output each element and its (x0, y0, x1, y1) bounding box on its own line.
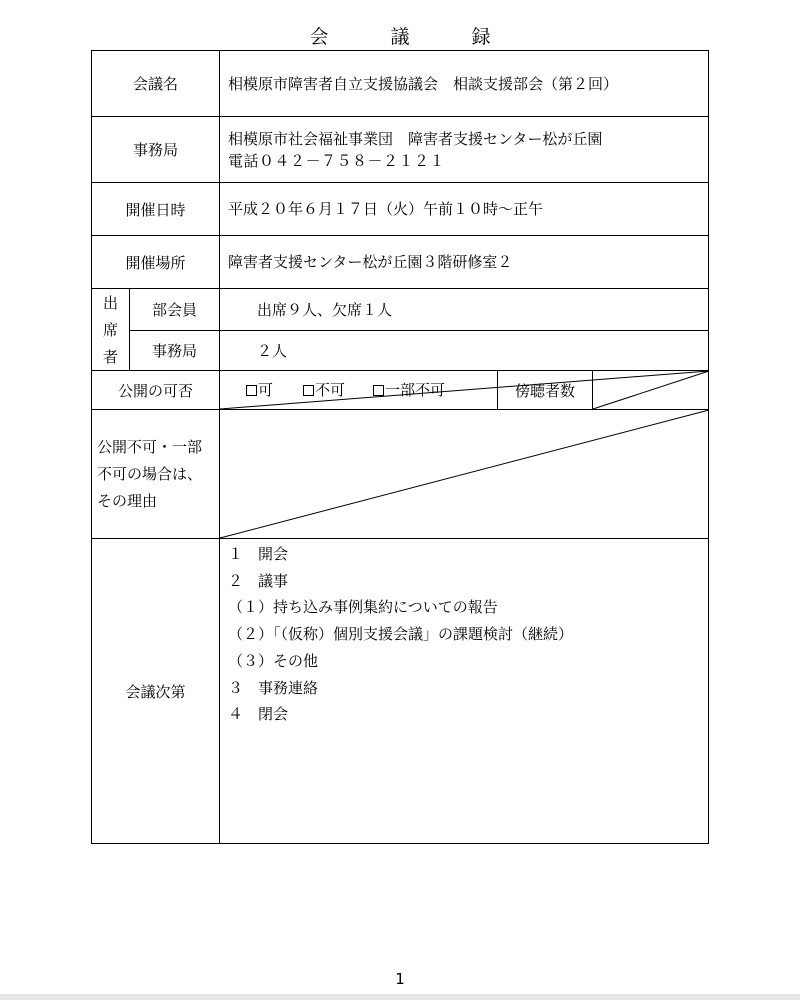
meeting-name-label: 会議名 (132, 75, 178, 93)
title-char: 録 (471, 26, 491, 48)
agenda-item: （２）「（仮称）個別支援会議」の課題検討（継続） (228, 625, 574, 644)
secretariat-phone: 電話０４２－７５８－２１２１ (228, 151, 446, 170)
checkbox-icon (373, 385, 384, 396)
option-label: 一部不可 (385, 381, 446, 399)
members-value: 出席９人、欠席１人 (257, 300, 393, 319)
checkbox-icon (246, 385, 257, 396)
venue-label: 開催場所 (125, 253, 186, 272)
disclosure-option-denied[interactable] (303, 379, 345, 401)
meeting-name-value: 相模原市障害者自立支援協議会 相談支援部会（第２回） (228, 74, 619, 93)
datetime-label: 開催日時 (125, 200, 186, 219)
option-label: 不可 (315, 381, 346, 399)
agenda-item: （３）その他 (228, 651, 319, 670)
disclosure-options (246, 371, 496, 409)
staff-label: 事務局 (151, 342, 197, 360)
agenda-item: ３ 事務連絡 (228, 678, 319, 697)
agenda-item: ２ 議事 (228, 571, 289, 590)
attendance-group-label (92, 289, 129, 370)
attendance-char: 席 (102, 321, 118, 339)
reason-label-line: 公開不可・一部 (97, 438, 203, 456)
agenda-list (228, 541, 573, 728)
agenda-item: ４ 閉会 (228, 705, 289, 724)
disclosure-option-allowed[interactable] (246, 379, 273, 401)
strike-line-observers (593, 371, 709, 409)
agenda-label: 会議次第 (125, 682, 186, 701)
strike-line-reason (220, 410, 709, 538)
agenda-item: （１）持ち込み事例集約についての報告 (228, 598, 498, 617)
title-char: 会 (309, 26, 329, 48)
disclosure-label: 公開の可否 (117, 381, 193, 400)
reason-label-line: 不可の場合は、 (97, 465, 203, 483)
attendance-char: 出 (102, 294, 118, 312)
reason-label-line: その理由 (97, 492, 158, 510)
secretariat-label: 事務局 (132, 141, 178, 159)
observers-label: 傍聴者数 (514, 381, 575, 400)
members-label: 部会員 (151, 301, 197, 319)
venue-value: 障害者支援センター松が丘園３階研修室２ (228, 253, 513, 271)
option-label: 可 (258, 381, 274, 399)
attendance-char: 者 (102, 348, 118, 366)
agenda-item: １ 開会 (228, 545, 289, 563)
staff-value: ２人 (257, 341, 288, 360)
title-char: 議 (390, 26, 410, 48)
reason-label (97, 434, 217, 515)
disclosure-option-partial[interactable] (373, 379, 445, 401)
page-bottom-edge (0, 994, 800, 1000)
secretariat-value (228, 117, 703, 182)
page-number: 1 (395, 970, 405, 988)
checkbox-icon (303, 385, 314, 396)
datetime-value: 平成２０年６月１７日（火）午前１０時～正午 (228, 200, 544, 218)
secretariat-organization: 相模原市社会福祉事業団 障害者支援センター松が丘園 (228, 129, 603, 148)
